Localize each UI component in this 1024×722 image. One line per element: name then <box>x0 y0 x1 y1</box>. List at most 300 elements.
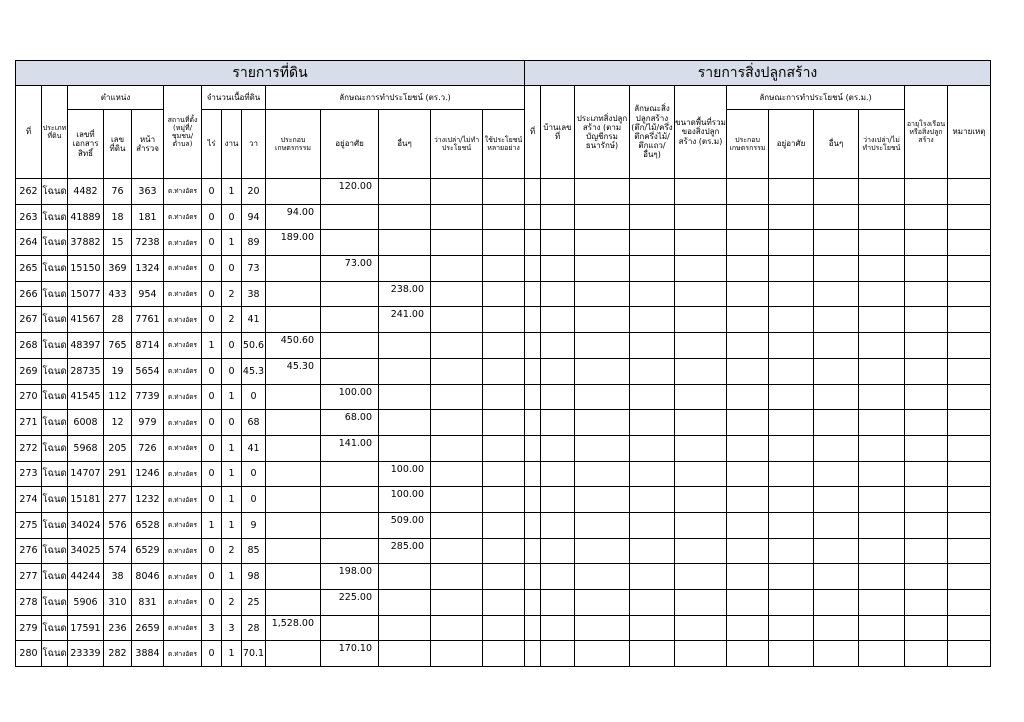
cell-land-no: 282 <box>104 641 132 667</box>
empty-cell <box>541 410 575 436</box>
empty-cell <box>525 410 541 436</box>
table-row <box>16 230 991 256</box>
cell-survey-page: 2659 <box>132 615 164 641</box>
cell-ngan: 0 <box>222 256 242 282</box>
empty-cell <box>431 281 483 307</box>
cell-ngan: 1 <box>222 487 242 513</box>
cell-deed-no: 34025 <box>68 538 104 564</box>
empty-cell <box>814 538 859 564</box>
empty-cell <box>431 487 483 513</box>
empty-cell <box>431 204 483 230</box>
empty-cell <box>575 564 630 590</box>
table-row <box>16 281 991 307</box>
empty-cell <box>675 512 727 538</box>
empty-cell <box>483 384 525 410</box>
col-agri: ประกอบเกษตรกรรม <box>266 110 321 179</box>
cell-row-no: 279 <box>16 615 42 641</box>
empty-cell <box>948 512 991 538</box>
cell-resid-value <box>321 461 379 487</box>
empty-cell <box>483 204 525 230</box>
empty-cell <box>675 179 727 205</box>
cell-rai: 0 <box>202 641 222 667</box>
empty-cell <box>948 615 991 641</box>
empty-cell <box>814 179 859 205</box>
empty-cell <box>525 435 541 461</box>
empty-cell <box>948 256 991 282</box>
cell-location: ต.ท่างอัดร <box>164 307 202 333</box>
empty-cell <box>431 384 483 410</box>
cell-deed-no: 15181 <box>68 487 104 513</box>
cell-deed-no: 48397 <box>68 333 104 359</box>
cell-wa: 68 <box>242 410 266 436</box>
cell-resid-value <box>321 230 379 256</box>
cell-deed-no: 4482 <box>68 179 104 205</box>
cell-row-no: 272 <box>16 435 42 461</box>
land-section-title: รายการที่ดิน <box>16 61 525 86</box>
cell-row-no: 273 <box>16 461 42 487</box>
cell-resid-value <box>321 487 379 513</box>
cell-agri-value <box>266 590 321 616</box>
cell-land-type: โฉนด <box>42 590 68 616</box>
empty-cell <box>727 281 769 307</box>
empty-cell <box>483 333 525 359</box>
cell-row-no: 278 <box>16 590 42 616</box>
cell-land-type: โฉนด <box>42 179 68 205</box>
col-wa: วา <box>242 110 266 179</box>
empty-cell <box>769 564 814 590</box>
empty-cell <box>814 487 859 513</box>
cell-other-value <box>379 358 431 384</box>
cell-location: ต.ท่างอัดร <box>164 204 202 230</box>
empty-cell <box>541 384 575 410</box>
empty-cell <box>769 641 814 667</box>
cell-deed-no: 14707 <box>68 461 104 487</box>
cell-land-no: 28 <box>104 307 132 333</box>
cell-resid-value: 73.00 <box>321 256 379 282</box>
empty-cell <box>541 590 575 616</box>
empty-cell <box>859 487 905 513</box>
empty-cell <box>541 179 575 205</box>
table-row <box>16 204 991 230</box>
cell-wa: 41 <box>242 435 266 461</box>
empty-cell <box>630 307 675 333</box>
table-row <box>16 641 991 667</box>
empty-cell <box>905 179 948 205</box>
empty-cell <box>431 435 483 461</box>
cell-survey-page: 1246 <box>132 461 164 487</box>
cell-rai: 0 <box>202 461 222 487</box>
empty-cell <box>541 230 575 256</box>
cell-agri-value <box>266 410 321 436</box>
empty-cell <box>575 512 630 538</box>
empty-cell <box>948 179 991 205</box>
cell-ngan: 2 <box>222 590 242 616</box>
table-body <box>16 179 991 667</box>
empty-cell <box>814 256 859 282</box>
cell-land-no: 310 <box>104 590 132 616</box>
empty-cell <box>483 435 525 461</box>
empty-cell <box>727 590 769 616</box>
col-house-no: บ้านเลขที่ <box>541 86 575 179</box>
cell-land-no: 12 <box>104 410 132 436</box>
empty-cell <box>541 512 575 538</box>
empty-cell <box>859 358 905 384</box>
cell-deed-no: 34024 <box>68 512 104 538</box>
empty-cell <box>948 590 991 616</box>
cell-land-type: โฉนด <box>42 487 68 513</box>
cell-deed-no: 28735 <box>68 358 104 384</box>
cell-rai: 0 <box>202 410 222 436</box>
cell-other-value: 241.00 <box>379 307 431 333</box>
cell-agri-value: 450.60 <box>266 333 321 359</box>
cell-rai: 1 <box>202 512 222 538</box>
empty-cell <box>905 538 948 564</box>
empty-cell <box>483 641 525 667</box>
cell-land-type: โฉนด <box>42 256 68 282</box>
table-row <box>16 307 991 333</box>
empty-cell <box>630 230 675 256</box>
empty-cell <box>541 204 575 230</box>
empty-cell <box>905 590 948 616</box>
cell-wa: 0 <box>242 461 266 487</box>
empty-cell <box>575 461 630 487</box>
empty-cell <box>630 641 675 667</box>
cell-ngan: 2 <box>222 281 242 307</box>
empty-cell <box>675 410 727 436</box>
cell-location: ต.ท่างอัดร <box>164 358 202 384</box>
empty-cell <box>948 333 991 359</box>
cell-row-no: 269 <box>16 358 42 384</box>
empty-cell <box>483 487 525 513</box>
cell-land-no: 236 <box>104 615 132 641</box>
empty-cell <box>575 590 630 616</box>
cell-location: ต.ท่างอัดร <box>164 256 202 282</box>
cell-wa: 89 <box>242 230 266 256</box>
empty-cell <box>675 230 727 256</box>
empty-cell <box>769 179 814 205</box>
empty-cell <box>541 256 575 282</box>
cell-deed-no: 44244 <box>68 564 104 590</box>
empty-cell <box>675 487 727 513</box>
empty-cell <box>675 307 727 333</box>
empty-cell <box>675 384 727 410</box>
cell-survey-page: 7739 <box>132 384 164 410</box>
cell-row-no: 275 <box>16 512 42 538</box>
cell-row-no: 263 <box>16 204 42 230</box>
cell-wa: 25 <box>242 590 266 616</box>
empty-cell <box>630 281 675 307</box>
cell-land-no: 574 <box>104 538 132 564</box>
empty-cell <box>905 461 948 487</box>
cell-other-value <box>379 641 431 667</box>
empty-cell <box>431 564 483 590</box>
empty-cell <box>630 461 675 487</box>
empty-cell <box>431 461 483 487</box>
cell-survey-page: 6528 <box>132 512 164 538</box>
cell-land-no: 205 <box>104 435 132 461</box>
empty-cell <box>630 590 675 616</box>
empty-cell <box>541 333 575 359</box>
empty-cell <box>814 358 859 384</box>
col-building-usage: ลักษณะการทำประโยชน์ (ตร.ม.) <box>727 86 905 110</box>
cell-survey-page: 1232 <box>132 487 164 513</box>
cell-resid-value <box>321 358 379 384</box>
empty-cell <box>905 615 948 641</box>
empty-cell <box>859 256 905 282</box>
empty-cell <box>431 641 483 667</box>
empty-cell <box>483 256 525 282</box>
cell-survey-page: 181 <box>132 204 164 230</box>
cell-resid-value <box>321 281 379 307</box>
empty-cell <box>575 384 630 410</box>
empty-cell <box>727 384 769 410</box>
empty-cell <box>541 538 575 564</box>
empty-cell <box>675 204 727 230</box>
empty-cell <box>483 281 525 307</box>
cell-resid-value: 225.00 <box>321 590 379 616</box>
empty-cell <box>675 333 727 359</box>
empty-cell <box>859 230 905 256</box>
cell-land-no: 38 <box>104 564 132 590</box>
empty-cell <box>769 256 814 282</box>
empty-cell <box>483 307 525 333</box>
cell-ngan: 0 <box>222 410 242 436</box>
empty-cell <box>525 256 541 282</box>
empty-cell <box>859 512 905 538</box>
col-building-age: อายุโรงเรือนหรือสิ่งปลูกสร้าง <box>905 86 948 179</box>
empty-cell <box>431 333 483 359</box>
cell-land-type: โฉนด <box>42 461 68 487</box>
col-other: อื่นๆ <box>379 110 431 179</box>
cell-wa: 38 <box>242 281 266 307</box>
empty-cell <box>630 333 675 359</box>
empty-cell <box>575 230 630 256</box>
cell-land-type: โฉนด <box>42 615 68 641</box>
cell-land-type: โฉนด <box>42 230 68 256</box>
empty-cell <box>727 256 769 282</box>
table-row <box>16 487 991 513</box>
empty-cell <box>769 538 814 564</box>
table-row <box>16 590 991 616</box>
cell-row-no: 268 <box>16 333 42 359</box>
cell-agri-value: 1,528.00 <box>266 615 321 641</box>
empty-cell <box>859 204 905 230</box>
empty-cell <box>814 512 859 538</box>
cell-location: ต.ท่างอัดร <box>164 384 202 410</box>
empty-cell <box>525 641 541 667</box>
cell-land-type: โฉนด <box>42 512 68 538</box>
cell-other-value: 100.00 <box>379 461 431 487</box>
empty-cell <box>948 435 991 461</box>
empty-cell <box>769 435 814 461</box>
cell-rai: 0 <box>202 590 222 616</box>
cell-other-value <box>379 564 431 590</box>
table-row <box>16 564 991 590</box>
cell-agri-value: 45.30 <box>266 358 321 384</box>
empty-cell <box>525 281 541 307</box>
cell-wa: 70.1 <box>242 641 266 667</box>
empty-cell <box>814 615 859 641</box>
empty-cell <box>769 512 814 538</box>
cell-rai: 0 <box>202 281 222 307</box>
empty-cell <box>948 461 991 487</box>
empty-cell <box>905 204 948 230</box>
cell-deed-no: 23339 <box>68 641 104 667</box>
empty-cell <box>675 641 727 667</box>
table-row <box>16 538 991 564</box>
cell-resid-value <box>321 512 379 538</box>
cell-rai: 0 <box>202 230 222 256</box>
col-vacant: ว่างเปล่า/ไม่ทำประโยชน์ <box>431 110 483 179</box>
empty-cell <box>859 384 905 410</box>
empty-cell <box>859 615 905 641</box>
empty-cell <box>859 410 905 436</box>
table-row <box>16 435 991 461</box>
col-land-area: จำนวนเนื้อที่ดิน <box>202 86 266 110</box>
building-section-title: รายการสิ่งปลูกสร้าง <box>525 61 991 86</box>
cell-agri-value <box>266 281 321 307</box>
empty-cell <box>859 179 905 205</box>
cell-land-type: โฉนด <box>42 410 68 436</box>
cell-land-type: โฉนด <box>42 564 68 590</box>
empty-cell <box>483 615 525 641</box>
empty-cell <box>727 641 769 667</box>
cell-wa: 98 <box>242 564 266 590</box>
empty-cell <box>727 461 769 487</box>
cell-agri-value <box>266 564 321 590</box>
empty-cell <box>541 358 575 384</box>
cell-land-no: 15 <box>104 230 132 256</box>
col-rai: ไร่ <box>202 110 222 179</box>
cell-location: ต.ท่างอัดร <box>164 590 202 616</box>
empty-cell <box>525 307 541 333</box>
empty-cell <box>630 487 675 513</box>
cell-agri-value: 94.00 <box>266 204 321 230</box>
cell-deed-no: 5968 <box>68 435 104 461</box>
cell-deed-no: 17591 <box>68 615 104 641</box>
col-building-type: ประเภทสิ่งปลูกสร้าง (ตามบัญชีกรมธนารักษ์) <box>575 86 630 179</box>
empty-cell <box>630 256 675 282</box>
empty-cell <box>727 230 769 256</box>
empty-cell <box>859 641 905 667</box>
empty-cell <box>859 590 905 616</box>
cell-deed-no: 41889 <box>68 204 104 230</box>
empty-cell <box>675 615 727 641</box>
empty-cell <box>727 179 769 205</box>
cell-other-value: 100.00 <box>379 487 431 513</box>
empty-cell <box>727 615 769 641</box>
empty-cell <box>905 641 948 667</box>
cell-other-value <box>379 256 431 282</box>
col-resid: อยู่อาศัย <box>321 110 379 179</box>
cell-rai: 0 <box>202 179 222 205</box>
empty-cell <box>675 564 727 590</box>
empty-cell <box>769 384 814 410</box>
empty-cell <box>769 204 814 230</box>
cell-survey-page: 954 <box>132 281 164 307</box>
cell-location: ต.ท่างอัดร <box>164 410 202 436</box>
empty-cell <box>483 179 525 205</box>
cell-row-no: 270 <box>16 384 42 410</box>
empty-cell <box>814 590 859 616</box>
empty-cell <box>525 487 541 513</box>
empty-cell <box>575 204 630 230</box>
empty-cell <box>541 487 575 513</box>
cell-rai: 3 <box>202 615 222 641</box>
cell-other-value <box>379 333 431 359</box>
empty-cell <box>948 641 991 667</box>
cell-agri-value <box>266 179 321 205</box>
cell-row-no: 262 <box>16 179 42 205</box>
cell-land-no: 277 <box>104 487 132 513</box>
cell-resid-value: 100.00 <box>321 384 379 410</box>
empty-cell <box>727 564 769 590</box>
cell-survey-page: 8714 <box>132 333 164 359</box>
col-b-other: อื่นๆ <box>814 110 859 179</box>
cell-deed-no: 15077 <box>68 281 104 307</box>
empty-cell <box>431 410 483 436</box>
empty-cell <box>431 230 483 256</box>
empty-cell <box>948 410 991 436</box>
empty-cell <box>859 461 905 487</box>
cell-ngan: 0 <box>222 358 242 384</box>
empty-cell <box>431 538 483 564</box>
empty-cell <box>630 384 675 410</box>
land-building-table <box>15 60 991 667</box>
cell-ngan: 1 <box>222 435 242 461</box>
empty-cell <box>525 230 541 256</box>
cell-wa: 41 <box>242 307 266 333</box>
empty-cell <box>630 410 675 436</box>
cell-land-no: 291 <box>104 461 132 487</box>
empty-cell <box>769 230 814 256</box>
cell-other-value: 285.00 <box>379 538 431 564</box>
cell-other-value <box>379 435 431 461</box>
empty-cell <box>905 358 948 384</box>
cell-resid-value: 120.00 <box>321 179 379 205</box>
col-ngan: งาน <box>222 110 242 179</box>
empty-cell <box>483 590 525 616</box>
cell-location: ต.ท่างอัดร <box>164 435 202 461</box>
col-remark: หมายเหตุ <box>948 86 991 179</box>
cell-survey-page: 831 <box>132 590 164 616</box>
empty-cell <box>431 615 483 641</box>
empty-cell <box>541 281 575 307</box>
cell-rai: 0 <box>202 435 222 461</box>
cell-row-no: 271 <box>16 410 42 436</box>
col-position: ตำแหน่ง <box>68 86 164 110</box>
cell-location: ต.ท่างอัดร <box>164 538 202 564</box>
empty-cell <box>727 358 769 384</box>
cell-agri-value <box>266 512 321 538</box>
empty-cell <box>541 641 575 667</box>
col-building-character: ลักษณะสิ่งปลูกสร้าง (ตึก/ไม้/ครึ่งตึกครึ่งไม้/ตึกแถว/อื่นๆ) <box>630 86 675 179</box>
cell-land-type: โฉนด <box>42 307 68 333</box>
cell-land-type: โฉนด <box>42 538 68 564</box>
empty-cell <box>431 179 483 205</box>
cell-wa: 73 <box>242 256 266 282</box>
empty-cell <box>575 307 630 333</box>
cell-land-type: โฉนด <box>42 204 68 230</box>
empty-cell <box>483 512 525 538</box>
cell-survey-page: 363 <box>132 179 164 205</box>
col-b-agri: ประกอบเกษตรกรรม <box>727 110 769 179</box>
empty-cell <box>859 435 905 461</box>
cell-wa: 28 <box>242 615 266 641</box>
col-b-resid: อยู่อาศัย <box>769 110 814 179</box>
col-land-type: ประเภทที่ดิน <box>42 86 68 179</box>
cell-deed-no: 6008 <box>68 410 104 436</box>
